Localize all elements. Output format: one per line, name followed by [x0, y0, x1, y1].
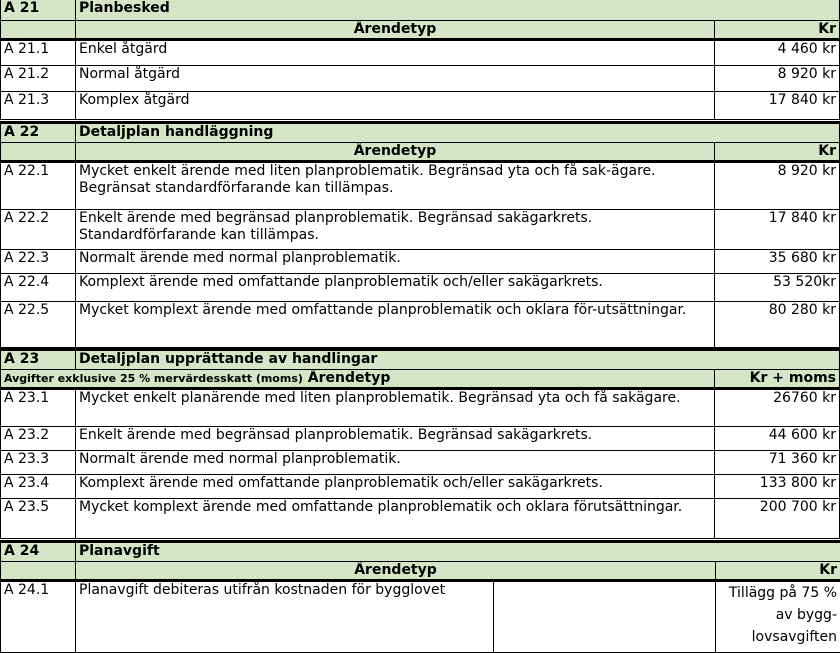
- amount-label: Kr: [716, 562, 840, 581]
- section-code: A 22: [1, 123, 76, 143]
- table-row: [1, 250, 840, 274]
- row-desc: Planavgift debiteras utifrån kostnaden för bygglovet: [76, 581, 494, 653]
- row-code: A 22.1: [1, 162, 76, 210]
- section-title: Detaljplan handläggning: [76, 123, 840, 143]
- table-row: [1, 210, 840, 250]
- row-code: A 22.5: [1, 302, 76, 348]
- section-code: A 23: [1, 350, 76, 370]
- table-row: [1, 302, 840, 348]
- row-amount: 53 520kr: [714, 274, 839, 302]
- row-desc: Komplext ärende med omfattande planproblematik och/eller sakägarkrets.: [76, 274, 715, 302]
- row-desc: Mycket enkelt ärende med liten planproblematik. Begränsad yta och få sak-ägare. Begränsat standardförfarande kan tillämpas.: [76, 162, 715, 210]
- row-desc: Komplext ärende med omfattande planproblematik och/eller sakägarkrets.: [76, 475, 715, 499]
- amount-label: Kr + moms: [715, 370, 840, 389]
- section-title: Planbesked: [76, 0, 840, 20]
- section-a23-table: [0, 348, 840, 539]
- table-row: [1, 39, 840, 65]
- row-amount: 200 700 kr: [715, 499, 840, 539]
- section-code: A 24: [1, 542, 76, 562]
- table-row: [1, 162, 840, 210]
- amount-label: Kr: [714, 143, 839, 162]
- row-code: A 23.4: [1, 475, 76, 499]
- table-row: [1, 389, 840, 427]
- type-label: Ärendetyp: [76, 20, 715, 39]
- row-desc: Normalt ärende med normal planproblematik.: [76, 250, 715, 274]
- section-a22-table: [0, 121, 840, 348]
- row-code: A 23.2: [1, 427, 76, 451]
- type-label: Ärendetyp: [76, 562, 716, 581]
- row-desc: Normal åtgärd: [76, 65, 715, 91]
- type-label: Ärendetyp: [76, 143, 715, 162]
- row-code: A 22.4: [1, 274, 76, 302]
- row-amount: 44 600 kr: [715, 427, 840, 451]
- section-a24-table: [0, 540, 840, 653]
- row-code: A 21.2: [1, 65, 76, 91]
- row-code: A 23.5: [1, 499, 76, 539]
- table-row: [1, 65, 840, 91]
- row-desc: Mycket enkelt planärende med liten planproblematik. Begränsad yta och få sakägare.: [76, 389, 715, 427]
- row-desc: Mycket komplext ärende med omfattande planproblematik och oklara för-utsättningar.: [76, 302, 715, 348]
- table-row: [1, 581, 840, 653]
- row-amount: 133 800 kr: [715, 475, 840, 499]
- vat-note: Avgifter exklusive 25 % mervärdesskatt (moms): [4, 372, 303, 385]
- section-title: Detaljplan upprättande av handlingar: [76, 350, 840, 370]
- row-code: A 22.3: [1, 250, 76, 274]
- row-code: A 22.2: [1, 210, 76, 250]
- table-row: [1, 427, 840, 451]
- section-code: A 21: [1, 0, 76, 20]
- row-code: A 21.3: [1, 91, 76, 119]
- table-row: [1, 499, 840, 539]
- row-code: A 24.1: [1, 581, 76, 653]
- row-code: A 23.1: [1, 389, 76, 427]
- amount-label: Kr: [715, 20, 840, 39]
- row-code: A 23.3: [1, 451, 76, 475]
- row-amount: Tillägg på 75 % av bygg-lovsavgiften: [716, 581, 840, 653]
- row-amount: 8 920 kr: [715, 65, 840, 91]
- row-desc: Komplex åtgärd: [76, 91, 715, 119]
- row-amount: 80 280 kr: [714, 302, 839, 348]
- row-desc: Normalt ärende med normal planproblematik.: [76, 451, 715, 475]
- table-row: [1, 475, 840, 499]
- row-code: A 21.1: [1, 39, 76, 65]
- table-row: [1, 451, 840, 475]
- section-a21-table: [0, 0, 840, 120]
- row-amount: 35 680 kr: [714, 250, 839, 274]
- row-amount: 8 920 kr: [714, 162, 839, 210]
- row-amount: 17 840 kr: [714, 210, 839, 250]
- row-amount: 17 840 kr: [715, 91, 840, 119]
- row-amount: 71 360 kr: [715, 451, 840, 475]
- section-title: Planavgift: [76, 542, 840, 562]
- row-desc: Enkel åtgärd: [76, 39, 715, 65]
- row-desc: Mycket komplext ärende med omfattande planproblematik och oklara förutsättningar.: [76, 499, 715, 539]
- row-amount: 26760 kr: [715, 389, 840, 427]
- table-row: [1, 274, 840, 302]
- row-amount: 4 460 kr: [715, 39, 840, 65]
- table-row: [1, 91, 840, 119]
- row-desc: Enkelt ärende med begränsad planproblematik. Begränsad sakägarkrets.: [76, 427, 715, 451]
- type-label: Ärendetyp: [308, 370, 391, 386]
- row-desc: Enkelt ärende med begränsad planproblematik. Begränsad sakägarkrets. Standardförfarande kan tillämpas.: [76, 210, 715, 250]
